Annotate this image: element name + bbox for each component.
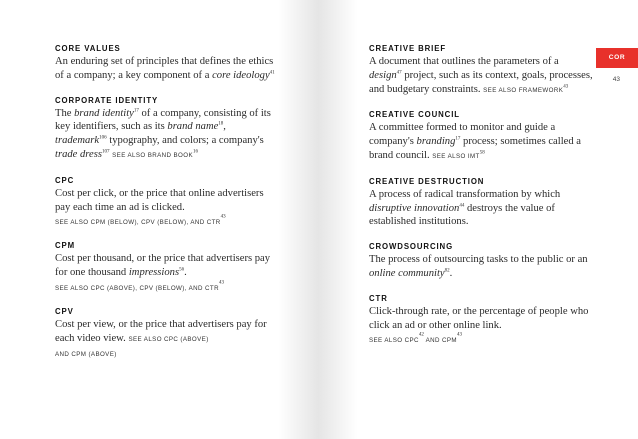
def-text: A document that outlines the parameters of a — [369, 56, 559, 67]
see-also-line — [55, 214, 280, 228]
term-creative-council: CREATIVE COUNCIL — [369, 110, 460, 120]
see-also-reference: SEE ALSO FRAMEWORK — [483, 86, 564, 94]
page-ref: 82 — [444, 268, 450, 274]
entry-core-values — [55, 44, 280, 83]
gutter-shadow-left — [278, 0, 318, 439]
def-italic-term: design — [369, 69, 397, 81]
page-ref: 42 — [418, 333, 424, 339]
left-page — [0, 0, 318, 439]
definition-crowdsourcing — [369, 253, 594, 281]
def-text: Cost per thousand, or the price that advertisers pay for one thousand — [55, 253, 271, 279]
right-page — [318, 0, 638, 439]
def-text: destroys the value of established institutions. — [369, 202, 555, 228]
page-ref: 17 — [133, 108, 139, 114]
def-text: project, such as its context, goals, processes, and budgetary constraints. — [369, 69, 593, 95]
term-corporate-identity: CORPORATE IDENTITY — [55, 95, 159, 105]
see-also-reference: SEE ALSO CPC (ABOVE) — [128, 335, 209, 343]
term-crowdsourcing: CROWDSOURCING — [369, 242, 454, 252]
def-italic-term: disruptive innovation — [369, 202, 460, 214]
entry-creative-destruction — [369, 177, 594, 229]
definition-core-values — [55, 55, 280, 83]
def-text: . — [449, 267, 453, 279]
entry-cpc — [55, 176, 280, 229]
see-also-reference: AND CPM — [423, 337, 457, 345]
entry-corporate-identity — [55, 96, 280, 163]
definition-corporate-identity — [55, 107, 280, 163]
definition-creative-destruction — [369, 188, 594, 229]
page-ref: 43 — [563, 84, 569, 90]
def-italic-term: trademark — [55, 135, 100, 147]
see-also-reference: SEE ALSO BRAND BOOK — [112, 151, 193, 159]
definition-cpv — [55, 318, 280, 361]
def-italic-term: core ideology — [212, 69, 270, 81]
section-tab: COR — [596, 48, 638, 68]
definition-creative-brief — [369, 55, 594, 97]
def-italic-term: brand identity — [74, 107, 134, 119]
def-text: The — [55, 107, 75, 119]
def-text: process; sometimes called a brand council. — [369, 136, 581, 161]
page-ref: 56 — [179, 267, 185, 273]
page-ref: 17 — [455, 136, 461, 142]
page-ref: 44 — [459, 203, 465, 209]
def-text: An enduring set of principles that defines the ethics of a company; a key component of a — [55, 56, 274, 81]
term-cpm: CPM — [55, 241, 76, 251]
entry-creative-brief — [369, 44, 594, 97]
def-text: typography, and colors; a company's — [106, 135, 264, 147]
page-number: 43 — [612, 76, 620, 83]
entry-crowdsourcing — [369, 242, 594, 281]
def-text: A committee formed to monitor and guide a company's — [369, 122, 556, 148]
def-text: A process of radical transformation by which — [369, 188, 561, 200]
term-core-values: CORE VALUES — [55, 44, 121, 53]
term-creative-destruction: CREATIVE DESTRUCTION — [369, 176, 485, 186]
entry-creative-council — [369, 110, 594, 163]
def-text: of a company, consisting of its key identifiers, such as its — [55, 107, 271, 133]
page-ref: 16 — [192, 149, 198, 155]
page-ref: 43 — [218, 280, 224, 286]
term-cpv: CPV — [55, 306, 74, 316]
see-also-line — [369, 332, 594, 346]
definition-cpc: Cost per click, or the price that online advertisers pay each time an ad is clicked. — [55, 187, 264, 213]
def-italic-term: trade dress — [55, 148, 102, 160]
definition-creative-council — [369, 121, 594, 163]
term-cpc: CPC — [55, 175, 75, 185]
page-ref: 107 — [101, 149, 110, 155]
def-italic-term: brand name — [167, 121, 219, 133]
entry-ctr — [369, 294, 594, 347]
def-italic-term: impressions — [128, 267, 180, 279]
def-italic-term: online community — [369, 267, 445, 279]
definition-ctr: Click-through rate, or the percentage of people who click an ad or other online link. — [369, 305, 589, 331]
right-column — [369, 44, 594, 359]
page-ref: 58 — [479, 150, 485, 156]
def-text: , — [223, 121, 226, 133]
def-text: The process of outsourcing tasks to the public or an — [369, 254, 588, 266]
page-ref: 106 — [99, 135, 107, 141]
definition-cpm — [55, 252, 280, 280]
def-text: Cost per view, or the price that advertisers pay for each video view. — [55, 318, 267, 344]
entry-cpv — [55, 307, 280, 361]
def-text: . — [184, 267, 187, 279]
gutter-shadow-right — [318, 0, 358, 439]
page-ref: 47 — [396, 70, 402, 76]
page-ref: 43 — [220, 215, 226, 221]
see-also-reference: SEE ALSO CPC — [369, 337, 419, 345]
term-ctr: CTR — [369, 293, 388, 303]
see-also-reference: SEE ALSO CPC (ABOVE), CPV (BELOW), AND CTR — [55, 284, 219, 292]
see-also-line — [55, 280, 280, 294]
page-ref: 43 — [456, 333, 462, 339]
see-also-reference: SEE ALSO IMT — [432, 152, 480, 160]
page-ref: 41 — [269, 70, 275, 76]
see-also-reference: AND CPM (ABOVE) — [55, 350, 117, 358]
term-creative-brief: CREATIVE BRIEF — [369, 44, 447, 53]
see-also-reference: SEE ALSO CPM (BELOW), CPV (BELOW), AND CTR — [55, 219, 221, 227]
left-column — [55, 44, 280, 374]
def-italic-term: branding — [416, 136, 456, 148]
entry-cpm — [55, 241, 280, 294]
page-ref: 18 — [218, 121, 224, 127]
